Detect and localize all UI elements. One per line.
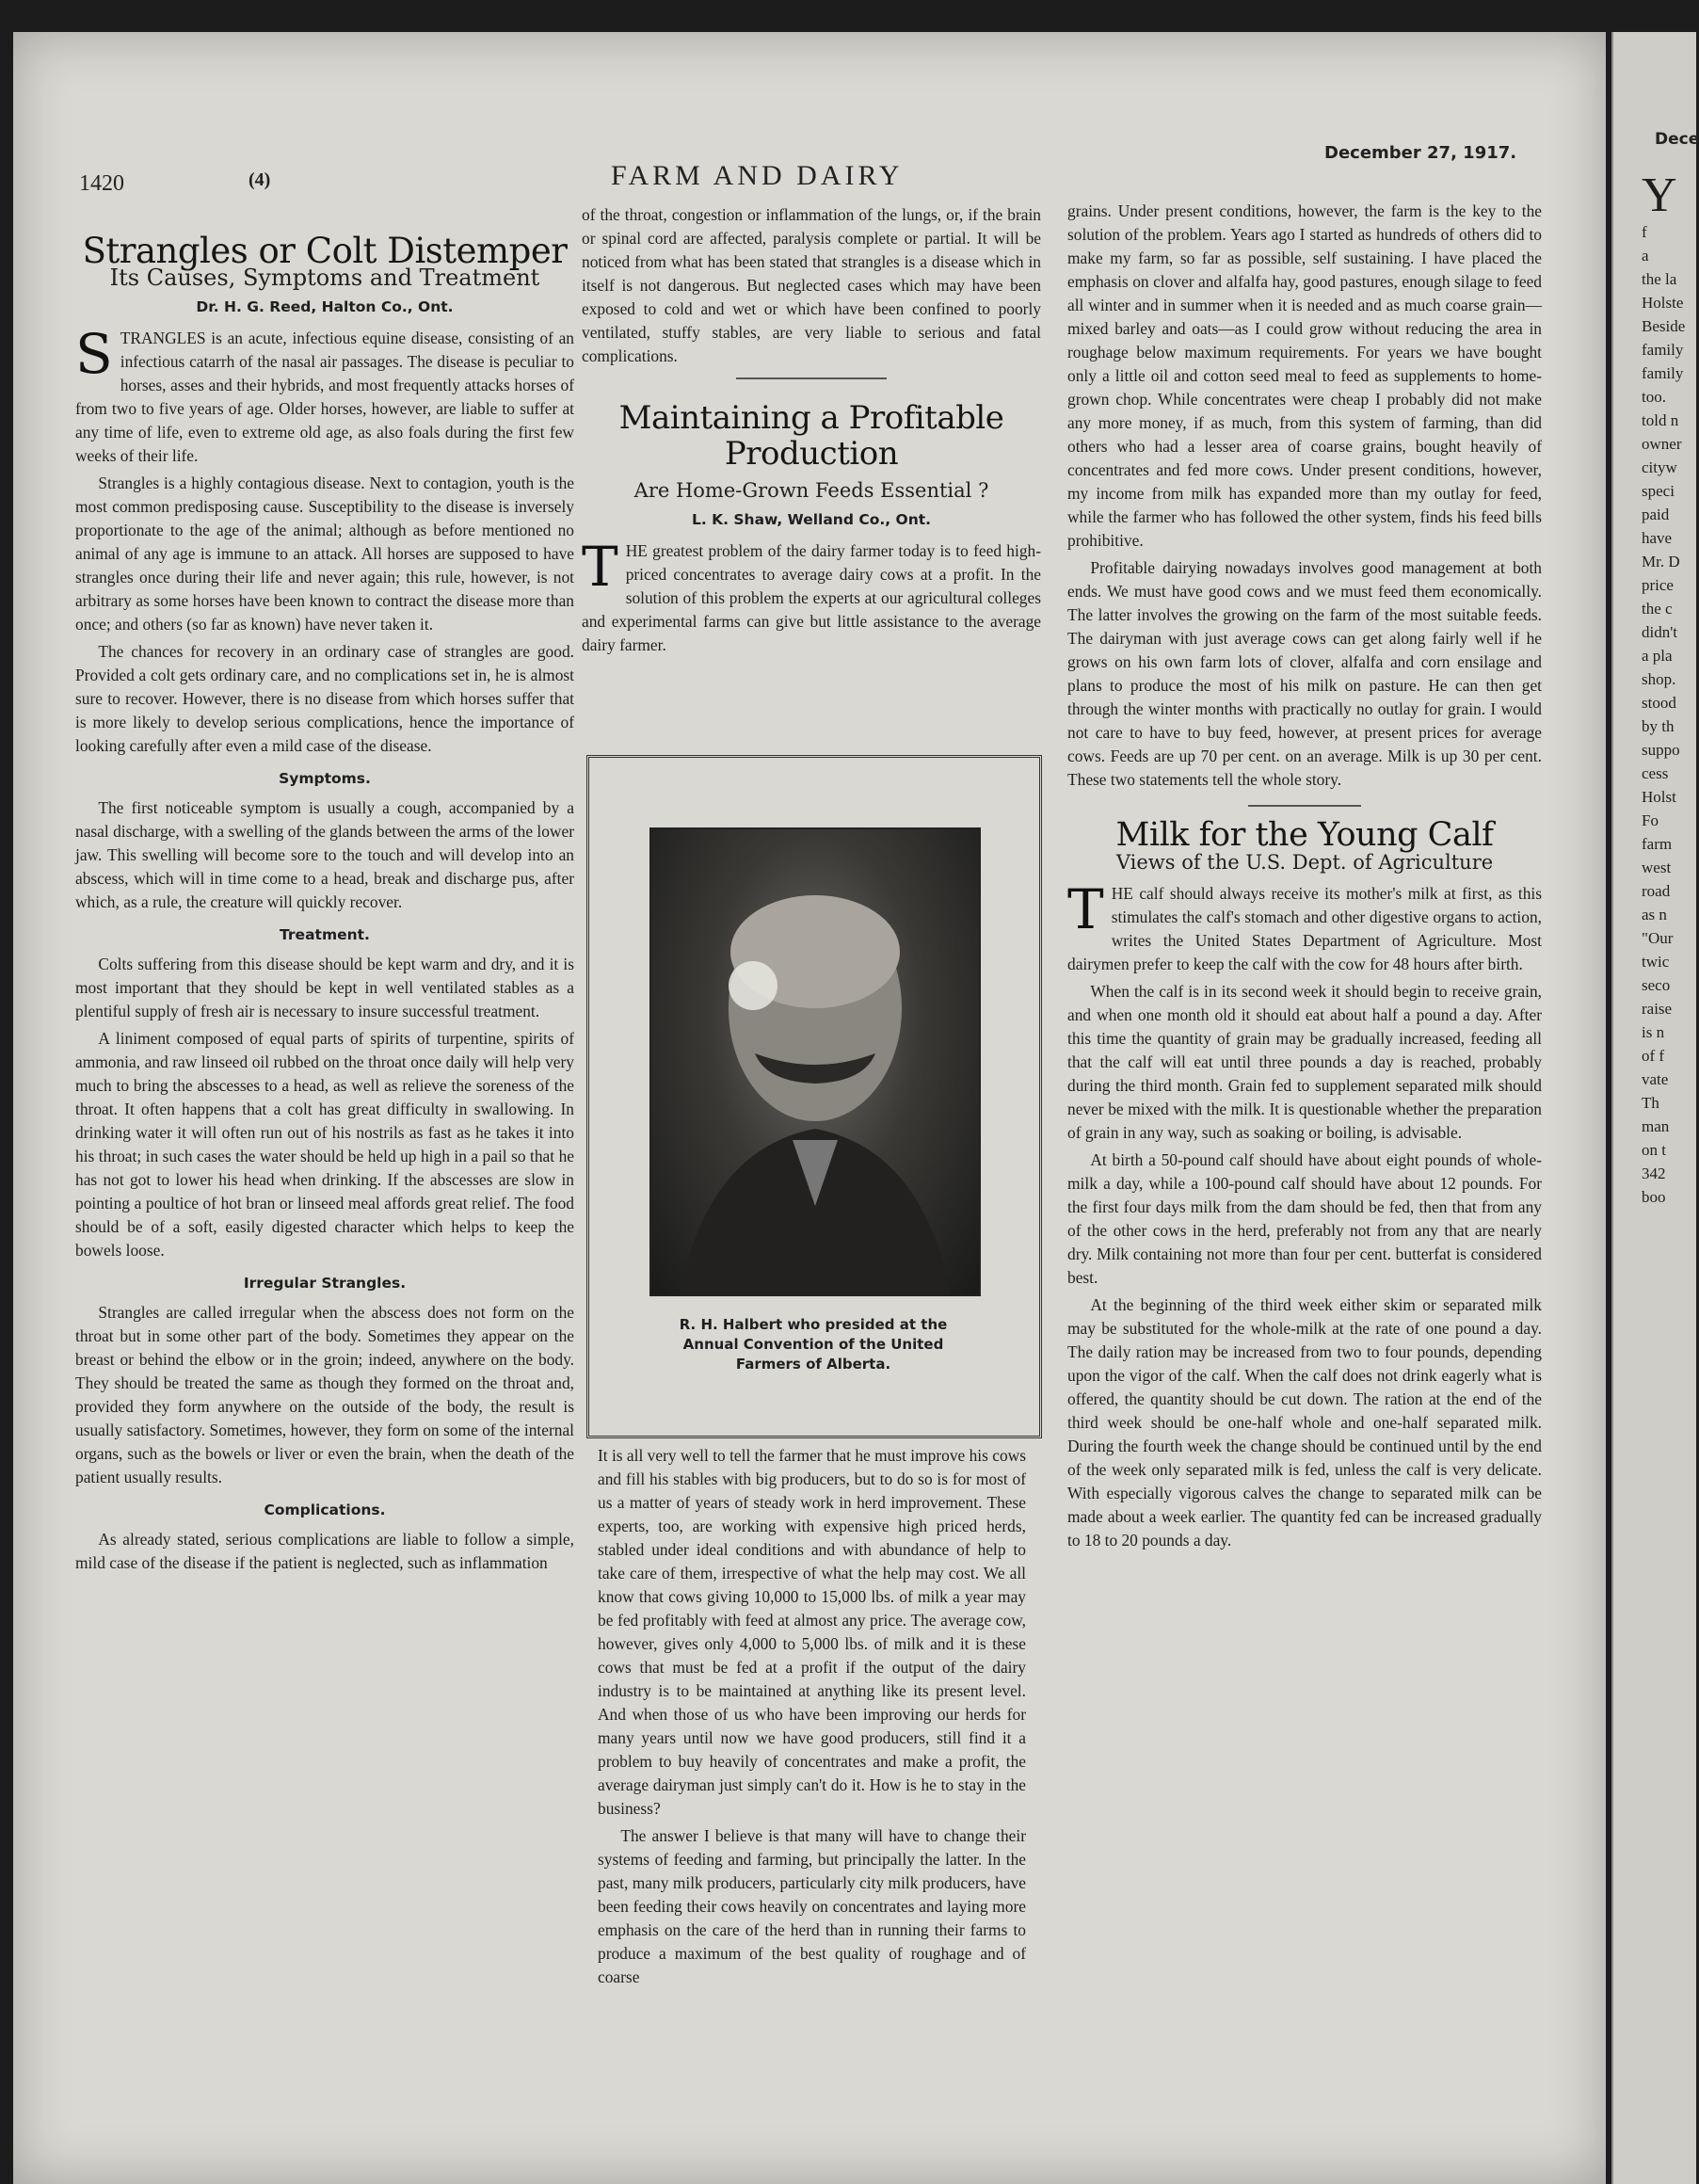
separator-rule	[1248, 805, 1361, 807]
article-title-maintaining: Maintaining a Profitable Production	[618, 399, 1004, 473]
page-number: 1420	[79, 171, 124, 196]
adjacent-text-line: vate	[1642, 1070, 1669, 1088]
issue-date: December 27, 1917.	[1324, 143, 1517, 163]
column-left	[75, 218, 574, 1579]
subhead-complications: Complications.	[264, 1502, 386, 1518]
adjacent-text-line: too.	[1642, 388, 1666, 406]
adjacent-text-line: owner	[1642, 435, 1682, 453]
adjacent-text-line: Holste	[1642, 294, 1684, 312]
body-paragraph: It is all very well to tell the farmer that he must improve his cows and fill his stables with big producers, but to do so is for most of us a matter of years of steady work in herd improvement. These experts, too, are working with expensive high priced herds, stabled under ideal conditions and with abundance of help to take care of them, irrespective of what the help may cost. We all know that cows giving 10,000 to 15,000 lbs. of milk a year may be fed profitably with feed at almost any price. The average cow, however, gives only 4,000 to 5,000 lbs. of milk and it is these cows that must be fed at a profit if the output of the dairy industry is to be maintained at anything like its present level. And when those of us who have been improving our herds for many years until now we have good producers, still find it a problem to buy heavily of concentrates and make a profit, the average dairyman just simply can't do it. How is he to stay in the business?	[598, 1446, 1026, 1818]
adjacent-text-line: have	[1642, 529, 1673, 547]
adjacent-text-line: man	[1642, 1117, 1670, 1135]
drop-cap: S	[75, 322, 113, 386]
masthead: FARM AND DAIRY	[611, 160, 904, 191]
adjacent-text-line: stood	[1642, 694, 1676, 712]
adjacent-text-line: Y	[1642, 169, 1677, 222]
section-number: (4)	[248, 169, 271, 190]
body-paragraph: Colts suffering from this disease should be kept warm and dry, and it is most important that they should be kept in well ventilated stables as a plentiful supply of fresh air is necessary to insure successful treatment.	[75, 955, 574, 1020]
adjacent-text-line: cess	[1642, 764, 1669, 782]
body-paragraph: Profitable dairying nowadays involves good management at both ends. We must have good cows and we must feed them economically. The latter involves the growing on the farm of the most suitable feeds. The dairyman with just average cows can get along fairly well if he grows on his own farm lots of clover, alfalfa and corn ensilage and plans to produce the most of his milk on pasture. He can then get through the winter months with practically no outlay for grain. I would not care to have to buy feed, however, at present prices for average cows. Feeds are up 70 per cent. on an average. Milk is up 30 per cent. These two statements tell the whole story.	[1067, 558, 1542, 789]
photo-caption: R. H. Halbert who presided at the Annual Convention of the United Farmers of Alberta.	[679, 1316, 948, 1373]
body-paragraph: A liniment composed of equal parts of spirits of turpentine, spirits of ammonia, and raw linseed oil rubbed on the throat once daily will help very much to bring the abscesses to a head, as well as relieve the soreness of the throat. It often happens that a colt has great difficulty in swallowing. In drinking water it will often run out of his nostrils as fast as he takes it into his throat; in such cases the water should be held up high in a pail so that he has not got to lower his head when drinking. If the abscesses are slow in pointing a poultice of hot bran or linseed meal affords great relief. The food should be of a soft, easily digested character which helps to keep the bowels loose.	[75, 1029, 574, 1260]
separator-rule	[736, 377, 887, 379]
adjacent-text-line: a pla	[1642, 647, 1673, 665]
adjacent-text-line: as n	[1642, 906, 1667, 923]
portrait-photo	[649, 827, 981, 1296]
adjacent-text-line: by th	[1642, 717, 1675, 735]
column-middle	[582, 203, 1041, 661]
adjacent-text-line: family	[1642, 341, 1684, 359]
body-paragraph: At the beginning of the third week either skim or separated milk may be substituted for the whole-milk at the rate of one pound a day. The daily ration may be increased from two to four pounds, depending upon the vigor of the calf. When the calf does not drink eagerly what is offered, the quantity should be cut down. The ration at the end of the third week should be one-half whole and one-half separated milk. During the fourth week the change should be continued until by the end of the week only separated milk is fed, unless the calf is very delicate. With especially vigorous calves the change to separated milk can be made about a week earlier. The quantity fed can be increased gradually to 18 to 20 pounds a day.	[1067, 1295, 1542, 1550]
adjacent-text-line: didn't	[1642, 623, 1678, 641]
adjacent-text-line: 342	[1642, 1164, 1666, 1182]
continued-paragraph: grains. Under present conditions, however, the farm is the key to the solution of the problem. Years ago I started as hundreds of others did to make my farm, so far as possible, self sustaining. I have placed the emphasis on clover and alfalfa hay, good pastures, enough silage to feed all winter and in summer when it is needed and as much coarse grain—mixed barley and oats—as I could grow without reducing the area in roughage below maximum requirements. For years we have bought only a little oil and cotton seed meal to feed as supplements to home-grown chop. While concentrates were cheap I probably did not make any more money, if as much, from this system of farming, than did others who had a lesser area of coarse grains, bought heavily of concentrates and fed more cows. Under present conditions, however, my income from milk has expanded more than my outlay for feed, while the farmer who has followed the other system, finds his feed bills prohibitive.	[1067, 201, 1542, 550]
body-paragraph: At birth a 50-pound calf should have about eight pounds of whole-milk a day, while a 100-pound calf should have about 12 pounds. For the first four days milk from the dam should be fed, then that from any of the other cows in the herd, preferably not from any that are nearly dry. Milk containing not more than four per cent. butterfat is considered best.	[1067, 1150, 1542, 1287]
adjacent-text-line: speci	[1642, 482, 1675, 500]
adjacent-text-line: farm	[1642, 835, 1673, 853]
portrait-silhouette	[651, 829, 979, 1294]
adjacent-text-line: Th	[1642, 1094, 1659, 1112]
lead-paragraph: T HE greatest problem of the dairy farmer today is to feed high-priced concentrates to average dairy cows at a profit. In the solution of this problem the experts at our agricultural colleges and experimental farms can give but little assistance to the average dairy farmer.	[582, 535, 1041, 654]
adjacent-text-line: is n	[1642, 1023, 1665, 1041]
adjacent-text-line: cityw	[1642, 458, 1677, 476]
adjacent-text-line: Mr. D	[1642, 553, 1680, 570]
column-right	[1067, 200, 1542, 1556]
adjacent-text-line: raise	[1642, 1000, 1673, 1018]
article-subtitle-strangles: Its Causes, Symptoms and Treatment	[109, 265, 540, 291]
drop-cap: T	[582, 535, 618, 599]
lead-paragraph: S TRANGLES is an acute, infectious equine disease, consisting of an infectious catarrh of the nasal air passages. The disease is peculiar to horses, asses and their hybrids, and most frequently attacks horses of from two to five years of age. Older horses, however, are liable to suffer at any time of life, even to extreme old age, as also foals during the first few weeks of their life.	[75, 322, 574, 465]
adjacent-text-line: a	[1642, 247, 1649, 265]
body-paragraph: Strangles are called irregular when the abscess does not form on the throat but in some other part of the body. Sometimes they appear on the breast or behind the elbow or in the groin; indeed, anywhere on the body. They should be treated the same as though they formed on the throat and, provided they form anywhere on the outside of the body, the result is usually satisfactory. Sometimes, however, they form on some of the internal organs, such as the bowels or liver or even the brain, when the death of the patient usually results.	[75, 1303, 574, 1486]
adjacent-page-header: Dece	[1655, 130, 1699, 149]
lead-paragraph: T HE calf should always receive its mother's milk at first, as this stimulates the calf's stomach and other digestive organs to action, writes the United States Department of Agriculture. Most dairymen prefer to keep the calf with the cow for 48 hours after birth.	[1067, 877, 1542, 973]
adjacent-text-line: paid	[1642, 506, 1670, 523]
adjacent-text-line: on t	[1642, 1141, 1666, 1159]
adjacent-text-line: told n	[1642, 411, 1679, 429]
body-paragraph: Strangles is a highly contagious disease. Next to contagion, youth is the most common predisposing cause. Susceptibility to the disease is inversely proportionate to the age of the animal; although as before mentioned no animal of any age is immune to an attack. All horses are supposed to have strangles once during their life and never again; this rule, however, is not arbitrary as some horses have been known to contract the disease more than once; and others (so far as known) have never taken it.	[75, 474, 574, 634]
article-title-milk-calf: Milk for the Young Calf	[1115, 816, 1494, 854]
adjacent-text-line: road	[1642, 882, 1671, 900]
adjacent-text-line: family	[1642, 364, 1684, 382]
adjacent-text-line: the c	[1642, 600, 1673, 618]
adjacent-text-line: Fo	[1642, 811, 1659, 829]
article-subtitle-maintaining: Are Home-Grown Feeds Essential ?	[633, 479, 989, 502]
adjacent-page-text	[1642, 171, 1685, 1209]
column-middle-lower	[598, 1444, 1026, 1993]
adjacent-text-line: seco	[1642, 976, 1671, 994]
article-byline-strangles: Dr. H. G. Reed, Halton Co., Ont.	[196, 298, 454, 315]
adjacent-text-line: suppo	[1642, 741, 1680, 759]
body-paragraph: The answer I believe is that many will have to change their systems of feeding and farming, but principally the latter. In the past, many milk producers, particularly city milk producers, have been feeding their cows heavily on concentrates and laying more emphasis on the care of the herd than in running their farms to produce a maximum of the best quality of roughage and of coarse	[598, 1826, 1026, 1986]
adjacent-text-line: twic	[1642, 953, 1670, 971]
photo-figure	[586, 755, 1042, 1438]
subhead-irregular-strangles: Irregular Strangles.	[243, 1275, 407, 1292]
subhead-symptoms: Symptoms.	[279, 770, 371, 787]
article-title-strangles: Strangles or Colt Distemper	[82, 231, 568, 271]
adjacent-text-line: Holst	[1642, 788, 1676, 806]
body-paragraph: As already stated, serious complications are liable to follow a simple, mild case of the disease if the patient is neglected, such as inflammation	[75, 1530, 574, 1572]
adjacent-text-line: of f	[1642, 1047, 1665, 1065]
adjacent-page-strip	[1611, 32, 1699, 2184]
subhead-treatment: Treatment.	[280, 926, 370, 943]
adjacent-text-line: "Our	[1642, 929, 1674, 947]
article-subtitle-milk-calf: Views of the U.S. Dept. of Agriculture	[1115, 851, 1494, 874]
article-byline-maintaining: L. K. Shaw, Welland Co., Ont.	[691, 511, 932, 528]
adjacent-text-line: boo	[1642, 1188, 1666, 1206]
drop-cap: T	[1067, 877, 1104, 941]
adjacent-text-line: west	[1642, 859, 1672, 876]
continued-paragraph: of the throat, congestion or inflammation of the lungs, or, if the brain or spinal cord are affected, paralysis complete or partial. It will be noticed from what has been stated that strangles is a disease which in itself is not dangerous. But neglected cases which may have been exposed to cold and wet or which have been confined to poorly ventilated, stuffy stables, are very liable to serious and fatal complications.	[582, 205, 1041, 365]
body-paragraph: When the calf is in its second week it should begin to receive grain, and when one month old it should eat about half a pound a day. After this time the quantity of grain may be gradually increased, feeding all that the calf will eat until three pounds a day is reached, probably during the third month. Grain fed to supplement separated milk should never be mixed with the milk. It is questionable whether the preparation of grain in any way, such as soaking or boiling, is advisable.	[1067, 982, 1542, 1142]
adjacent-text-line: shop.	[1642, 670, 1676, 688]
newspaper-page	[13, 32, 1606, 2184]
adjacent-text-line: f	[1642, 223, 1647, 241]
body-paragraph: The chances for recovery in an ordinary case of strangles are good. Provided a colt gets ordinary care, and no complications set in, he is almost sure to recover. However, there is no disease from which horses suffer that is more likely to develop serious complications, hence the importance of looking carefully after even a mild case of the disease.	[75, 642, 574, 755]
adjacent-text-line: price	[1642, 576, 1674, 594]
adjacent-text-line: the la	[1642, 270, 1677, 288]
body-paragraph: The first noticeable symptom is usually a cough, accompanied by a nasal discharge, with a swelling of the glands between the arms of the lower jaw. This swelling will become sore to the touch and will develop into an abscess, which will in time come to a head, break and discharge pus, after which, as a rule, the creature will quickly recover.	[75, 798, 574, 911]
adjacent-text-line: Beside	[1642, 317, 1686, 335]
